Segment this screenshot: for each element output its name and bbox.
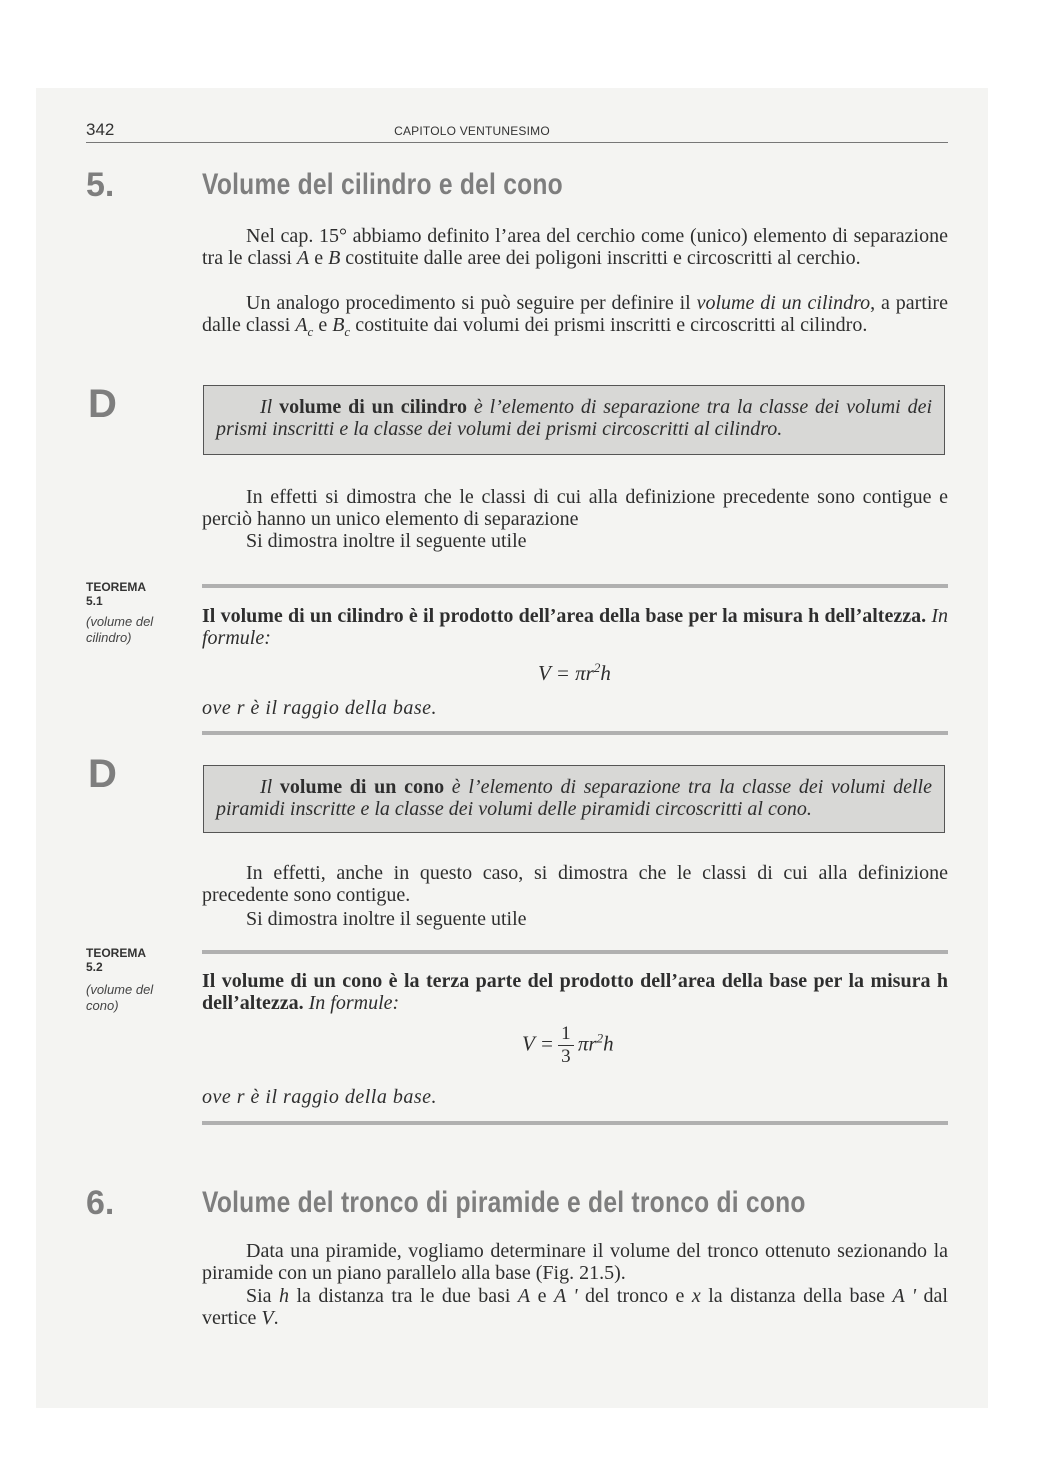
paragraph: In effetti si dimostra che le classi di cui alla definizione precedente sono contigue e perciò hanno un unico elemento di separazione <box>202 486 948 530</box>
paragraph: In effetti, anche in questo caso, si dimostra che le classi di cui alla definizione precedente sono contigue. <box>202 862 948 906</box>
paragraph: Si dimostra inoltre il seguente utile <box>246 908 527 930</box>
paragraph: Si dimostra inoltre il seguente utile <box>246 530 527 552</box>
theorem-number: 5.1 <box>86 594 103 608</box>
theorem-statement: Il volume di un cono è la terza parte del prodotto dell’area della base per la misura h dell’altezza. In formule: <box>202 970 948 1014</box>
page-number: 342 <box>86 120 115 139</box>
formula: $V = \pi r^2h$ <box>538 660 611 685</box>
definition-marker: D <box>88 382 117 426</box>
fraction: $\frac{1}{3}$ <box>558 1024 574 1067</box>
theorem-bottom-rule <box>202 1121 948 1125</box>
section-number: 6. <box>86 1184 115 1222</box>
paragraph: Nel cap. 15° abbiamo definito l’area del cerchio come (unico) elemento di separazione tra le classi A e B costituite dalle aree dei poligoni inscritti e circoscritti al cerchio. <box>202 225 948 269</box>
theorem-subtitle: (volume del cono) <box>86 982 154 1013</box>
section-title: Volume del cilindro e del cono <box>202 168 563 201</box>
theorem-statement: Il volume di un cilindro è il prodotto dell’area della base per la misura h dell’altezza. In formule: <box>202 605 948 649</box>
definition-box: Il volume di un cono è l’elemento di separazione tra la classe dei volumi delle piramidi inscritte e la classe dei volumi delle piramidi circoscritti al cono. <box>203 765 945 833</box>
running-head: CAPITOLO VENTUNESIMO <box>394 124 550 138</box>
header-rule <box>86 142 948 143</box>
theorem-top-rule <box>202 950 948 954</box>
section-number: 5. <box>86 166 115 204</box>
formula: V = $\frac{1}{3}$ $\pi r^2h$ <box>522 1023 614 1067</box>
definition-box: Il volume di un cilindro è l’elemento di separazione tra la classe dei volumi dei prismi inscritti e la classe dei volumi dei prismi circoscritti al cilindro. <box>203 385 945 455</box>
section-title: Volume del tronco di piramide e del tronco di cono <box>202 1186 806 1219</box>
theorem-number: 5.2 <box>86 960 103 974</box>
theorem-top-rule <box>202 584 948 588</box>
theorem-subtitle: (volume del cilindro) <box>86 614 154 645</box>
theorem-note: ove r è il raggio della base. <box>202 697 438 719</box>
definition-marker: D <box>88 752 117 796</box>
paragraph: Sia h la distanza tra le due basi A e A ' del tronco e x la distanza della base A ' dal vertice V. <box>202 1285 948 1329</box>
theorem-bottom-rule <box>202 731 948 735</box>
theorem-label: TEOREMA <box>86 946 146 960</box>
paragraph: Un analogo procedimento si può seguire per definire il volume di un cilindro, a partire dalle classi $A_c$ e $B_c$ costituite dai volumi dei prismi inscritti e circoscritti al cilindro. <box>202 292 948 339</box>
paragraph: Data una piramide, vogliamo determinare il volume del tronco ottenuto sezionando la piramide con un piano parallelo alla base (Fig. 21.5). <box>202 1240 948 1284</box>
theorem-label: TEOREMA <box>86 580 146 594</box>
theorem-note: ove r è il raggio della base. <box>202 1086 438 1108</box>
